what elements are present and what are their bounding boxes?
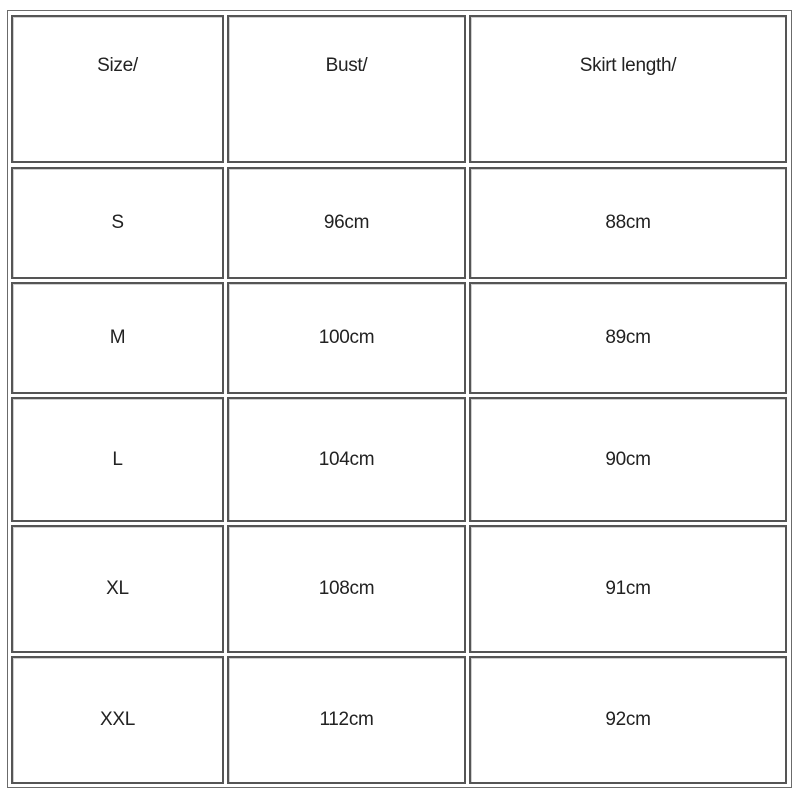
cell-skirt-length-text: 90cm [605,448,651,470]
cell-bust-text: 108cm [318,578,375,599]
cell-skirt-length-text: 92cm [605,709,651,730]
cell-size [11,397,224,522]
cell-bust-text: 96cm [323,212,370,233]
cell-size [11,282,224,394]
cell-size [11,656,224,784]
cell-skirt-length [469,656,787,784]
cell-bust-text: 104cm [318,448,375,470]
cell-size-text: XXL [99,709,135,730]
cell-bust [227,282,466,394]
cell-bust [227,656,466,784]
cell-skirt-length [469,167,787,279]
cell-bust [227,167,466,279]
cell-skirt-length-text: 89cm [605,327,651,348]
cell-bust [227,525,466,653]
cell-bust-text: 112cm [319,709,374,730]
cell-skirt-length [469,397,787,522]
cell-skirt-length-text: 88cm [605,212,651,233]
cell-skirt-length [469,525,787,653]
cell-skirt-length-text: 91cm [605,578,651,599]
cell-skirt-length [469,282,787,394]
header-skirt-length-label: Skirt length/ [579,55,677,76]
cell-size-text: XL [106,578,129,599]
cell-size-text: M [109,327,126,348]
cell-bust [227,397,466,522]
cell-size-text: S [111,212,124,233]
cell-bust-text: 100cm [318,327,375,348]
header-size-label: Size/ [97,55,138,76]
header-bust [227,15,466,163]
header-bust-label: Bust/ [325,55,368,76]
cell-size [11,525,224,653]
cell-size [11,167,224,279]
header-skirt-length [469,15,787,163]
header-size [11,15,224,163]
cell-size-text: L [112,448,123,470]
